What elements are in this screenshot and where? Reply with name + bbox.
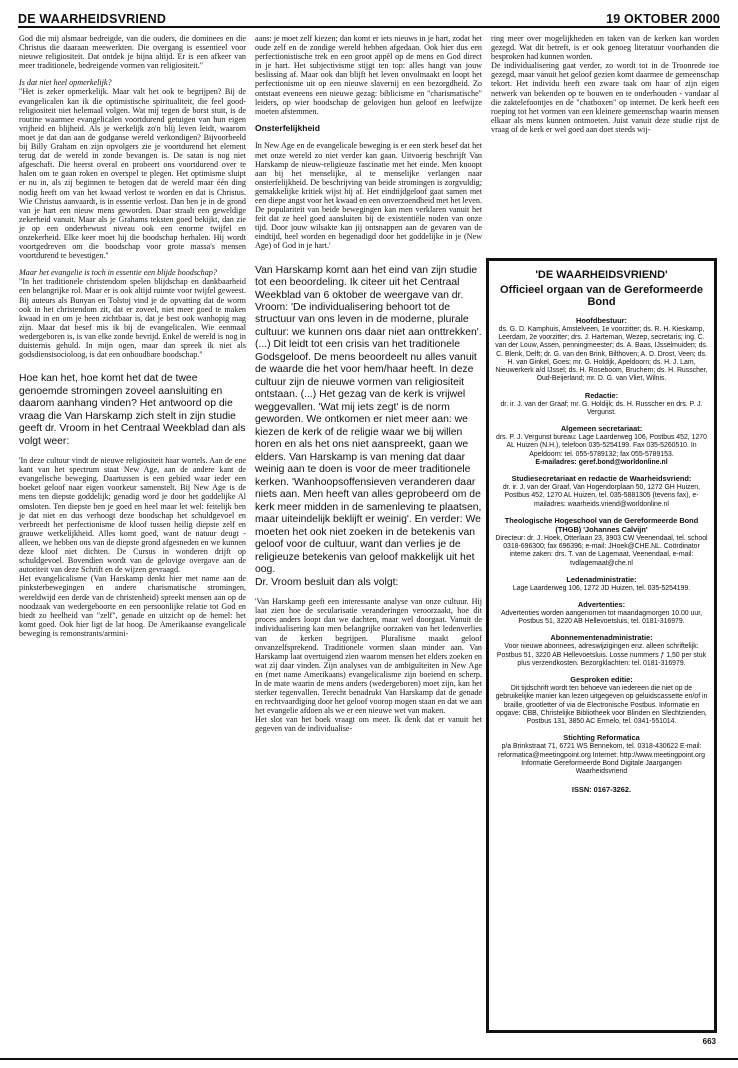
intro-paragraph: Hoe kan het, hoe komt het dat de twee genoemde stromingen zoveel aansluiting en daarom aanhang vinden? Het antwoord op die vraag die Van Harskamp zich stelt in zijn studie geeft dr. Vroom in het Centraal Weekblad dan als volgt weer: xyxy=(19,373,246,447)
issue-date: 19 OKTOBER 2000 xyxy=(606,12,720,26)
masthead-section xyxy=(495,517,708,568)
quote-paragraph: 'Van Harskamp geeft een interessante analyse van onze cultuur. Hij laat zien hoe de secularisatie veranderingen veroorzaakt, hoe dit proces anders loopt dan we dachten, maar wel doorgaat. Vanuit de individualisering kan men belangrijke oorzaken van het ledenverlies van de kerken begrijpen. Pluralisme maakt geloof onvanzelfsprekend. Traditionele vormen slaan minder aan. Van Harskamp laat overtuigend zien waarom mensen het elders zoeken en wat zij daar vinden. Zijn analyses van de ambiguïteiten in New Age en (met name Amerikaans) evangelicalisme zijn boeiend en scherp. In de mate waarin de mens anders (wedergeboren) moet zijn, kan het sterker tegenvallen. Terecht benadrukt Van Harskamp dat de genade en rechtvaardiging door het geloof voorop mogen staan en dat we aan het evangelie afdoen als we er een nieuwe wet van maken. xyxy=(255,597,482,716)
section-heading: Advertenties: xyxy=(577,599,626,609)
section-text: dr. ir. J. van der Graaf; mr. G. Holdijk; ds. H. Russcher en drs. P. J. Vergunst. xyxy=(500,400,703,416)
paragraph: "In het traditionele christendom spelen blijdschap en dankbaarheid een belangrijke rol. Maar er is ook altijd ruimte voor twijfel geweest. Bij auteurs als Bunyan en Tolstoj vind je de opvatting dat de worm ook in het christendom zit, dat er zoveel, niet meer goed te maken kwaad in en om je heen zichtbaar is, dat je best ook wanhopig mag zijn. Maar dat besef mis ik bij de evangelicalen. Wie eenmaal wedergeboren is, is van elke zonde bevrijd. Enkel de wereld is nog in duisternis gehuld. In mijn ogen, maar dan spreek ik niet als godsdienstsocioloog, is dat een onhoudbare boodschap." xyxy=(19,277,246,360)
section-heading: Algemeen secretariaat: xyxy=(560,424,643,434)
section-text: drs. P. J. Vergunst bureau: Lage Laarderweg 106, Postbus 452, 1270 AL Huizen (N.H.), telefoon 035-5254199. Fax 035-5260510. In Apeldoorn: tel. 055-5789132; fax 055-5789153. xyxy=(496,434,707,458)
section-text: Lage Laarderweg 106, 1272 JD Huizen, tel. 035-5254199. xyxy=(512,584,691,592)
paragraph: "Het is zeker opmerkelijk. Maar valt het ook te begrijpen? Bij de evangelicalen kan ik die optimistische spiritualiteit, die feel good-religiositeit niet helemaal volgen. Wat mij tegen de borst stuit, is de routine waarmee evangelicalen voortdurend getuigen van hun eigen vrijheid en blijheid. Als je werkelijk zo'n blij leven leidt, waarom moet je dat dan aan de godganse wereld verkondigen? Bijvoorbeeld bij Billy Graham en zijn opvolgers zie je voortdurend het element terug dat de wereld in zonde bevangen is. De satan is nog niet afgeschaft. Die heerst overal en probeert ons voortdurend over te halen om te gaan roken en overspel te plegen. Het optimisme sluipt er nu in, als zij beginnen te betogen dat de wereld maar één ding nodig heeft om van het kwaad verlost te worden en dat is Christus. Wie Christus aanvaardt, is in essentie verlost. Dan ben je in de grond van je hart een nieuw mens geworden. Daar straalt een geweldige zekerheid vanuit. Maar als je Grahams teksten goed bekijkt, dan zie je op een onderbewust niveau ook een enorme twijfel en onzekerheid. Elke keer moet hij die boodschap herhalen. Hij wordt voortgedreven om die boodschap voor grote massa's mensen voortdurend te bevestigen." xyxy=(19,87,246,261)
masthead-section xyxy=(495,601,708,626)
page-number: 663 xyxy=(702,1037,716,1046)
section-heading: Hoofdbestuur: xyxy=(576,315,627,325)
column-2 xyxy=(255,34,482,742)
column-3 xyxy=(491,34,719,142)
quote-paragraph: 'In deze cultuur vindt de nieuwe religiositeit haar wortels. Aan de ene kant van het spectrum staat New Age, aan de andere kant de evangelische beweging. Daartussen is een gebied waar ieder een boeket geloof naar eigen voorkeur samenstelt. Bij New Age is de mens ten diepste goddelijk; genadig word je door het goddelijke Al omsloten. Ten diepste ben je goed en heel maar let wel: feitelijk ben je dat niet en dus verhoogt deze boodschap het schuldgevoel en verbreedt het perfectionisme de kloof tussen heilig diepste zelf en grauwe werkelijkheid. Alles komt goed, want de natuur deugt - alleen, we hebben ons van de diepste grond afgesneden en we kunnen deze kloof niet dichten. De Cursus in wonderen drijft op schuldgevoel. Bovendien wordt van de gelovige overgave aan de autoriteit van deze Schrift en de wijzen gevraagd. xyxy=(19,456,246,575)
section-text: Advertenties worden aangenomen tot maandagmorgen 10.00 uur, Postbus 51, 3220 AB Hellevoetsluis, tel. 0181-316979. xyxy=(500,609,703,626)
section-heading: Ledenadministratie: xyxy=(566,574,637,584)
review-paragraph: Van Harskamp komt aan het eind van zijn studie tot een beoordeling. Ik citeer uit het Centraal Weekblad van 6 oktober de weergave van dr. Vroom: 'De individualisering behoort tot de structuur van ons leven in de moderne, plurale cultuur: we kunnen ons daar niet aan onttrekken'. (...) Dit leidt tot een crisis van het traditionele Godsgeloof. De mens beoordeelt nu alles vanuit de waarde die het voor hem/haar heeft. In deze cultuur zijn de nieuwe vormen van religiositeit ontstaan. (...) Het gezag van de kerk is vrijwel weggevallen. 'Wat mij iets zegt' is de norm geworden. We ontkomen er niet meer aan: we kiezen de kerk of de religie waar we bij willen horen en als het ons niet aanspreekt, gaan we elders. Van Harskamp is van mening dat daar weinig aan te doen is voor de meer traditionele kerken. 'Wanhoopsoffensieven veranderen daar niets aan. Men heeft van alles geprobeerd om de kerk meer midden in de samenleving te plaatsen, maar uiteindelijk beklijft er weinig'. En verder: We moeten het ook niet zoeken in de betekenis van geloof voor de cultuur, want dan verlies je de religieuze betekenis van geloof makkelijk uit het oog. xyxy=(255,264,482,576)
review-paragraph-tail: Dr. Vroom besluit dan als volgt: xyxy=(255,576,399,588)
paragraph: God die mij alsmaar bedreigde, van die ouders, die dominees en die Christus die daaraan meewerkten. Die overgang is essentieel voor nieuwe religiositeit. Dat ontdek je bijna altijd. Er is een afkeer van meer traditionele, bedreigende vormen van religiositeit." xyxy=(19,34,246,71)
masthead-box xyxy=(486,258,717,1033)
bottom-rule xyxy=(0,1058,738,1060)
publication-name: DE WAARHEIDSVRIEND xyxy=(18,12,167,26)
quote-paragraph: Het evangelicalisme (Van Harskamp denkt hier met name aan de pinksterbewegingen en andere charismatische stromingen, wereldwijd een derde van de christenheid) spreekt mensen aan op de noodzaak van wedergeboorte en een persoonlijke relatie tot God en biedt zo heelheid van "zelf", genade en uitzicht op de hemel: het komt goed. Ook hier ligt de lat hoog. De Amerikaanse evangelicale beweging is remonstrants/armini- xyxy=(19,574,246,638)
paragraph: aans: je moet zelf kiezen; dan komt er iets nieuws in je hart, zodat het oude zelf en de zondige wereld hebben afgedaan. Ook hier dus een perfectionistische trek en een groot appèl op de mens en God direct in je hart. Het subjectivisme stijgt ten top: alles hangt van jouw beslissing af. Maar ook dan blijft het leven onvolmaakt en loopt het perfectionisme uit op een nieuwe slavernij en een bezorgdheid. Zo ontstaat eveneens een nieuwe gezag: biblicisme en "charismatische" leiders, op wier boodschap de gelovigen hun geloof en leefwijze moeten afstemmen. xyxy=(255,34,482,116)
section-text: ds. G. D. Kamphuis, Amstelveen, 1e voorzitter; ds. R. H. Kieskamp, Leerdam, 2e voorzitter; drs. J. Harteman, Wezep, secretaris; ing. C. van der Louw, Assen, penningmeester; ds. A. Baas, IJsselmuiden; ds. C. Blenk, Delft; dr. G. van den Brink, Bilthoven; A. D. Drost, Veen; ds. H. van Ginkel, Goes; mr. G. Holdijk, Apeldoorn; ds. H. J. Lam, Nieuwerkerk a/d IJssel; ds. H. Roseboom, Bruchem; ds. H. Russcher, Oud-Beijerland; mr. D. G. van Vliet, Wilnis. xyxy=(495,325,708,383)
masthead-section xyxy=(495,392,708,417)
section-subheading: Onsterfelijkheid xyxy=(255,122,320,133)
issn: ISSN: 0167-3262. xyxy=(571,785,632,795)
quote-paragraph: Het slot van het boek vraagt om meer. Ik denk dat er vanuit het gegeven van de individualise- xyxy=(255,715,482,734)
section-heading: Theologische Hogeschool van de Gereformeerde Bond (THGB) 'Johannes Calvijn' xyxy=(504,515,699,534)
paragraph: ring meer over mogelijkheden en taken van de kerken kan worden gezegd. Wat dit betreft, is er ook genoeg literatuur voorhanden die besproken had kunnen worden. xyxy=(491,34,719,62)
column-1 xyxy=(19,34,246,646)
section-text: Dit tijdschrift wordt ten behoeve van iedereen die niet op de gebruikelijke manier kan lezen uitgegeven op geluidscassette en/of in braille, grootletter of via de Electronische Postbus. Informatie en opgave: CBB, Christelijke Bibliotheek voor Blinden en Slechtzienden, Postbus 131, 3850 AC Ermelo, tel. 0341-551014. xyxy=(495,684,708,726)
masthead-section xyxy=(495,576,708,593)
masthead-section xyxy=(495,475,708,509)
masthead-subtitle: Officieel orgaan van de Gereformeerde Bond xyxy=(500,283,703,309)
masthead-title: 'DE WAARHEIDSVRIEND' xyxy=(535,269,668,281)
paragraph: De individualisering gaat verder, zo wordt tot in de Troonrede toe gezegd, maar vanuit het geloof gezien komt daarmee de gemeenschap tekort. Het individu heeft een zware taak om haar of zijn eigen netwerk van bekenden op te bouwen en te onderhouden - vandaar al die zaktelefoontjes en de "chatboxen" op internet. De kerk heeft een roeping tot het vormen van een kleinere gemeenschap waarin mensen elkaar als mens kunnen ontmoeten. Juist vanuit deze studie rijst de vraag of de kerk er wel goed aan doet steeds wij- xyxy=(491,61,719,134)
paragraph: In New Age en de evangelicale beweging is er een sterk besef dat het met onze wereld zo niet verder kan gaan. Uitvoerig beschrijft Van Harskamp de nieuw-religieuze fascinatie met het einde. Men knoopt aan bij het menselijke, al te menselijke verlangen naar onsterfelijkheid. De beschrijving van beide stromingen is zorgvuldig; gemakkelijke kritiek wijst hij af. Het eindtijdgeloof gaat samen met een diepe angst voor het kwaad en een onverzoendheid met het leven. De populariteit van beide bewegingen kan men verklaren vanuit het feit dat ze heel goed aansluiten bij de existentiële noden van onze tijd. Door jouw wilsakte kan jij ontsnappen aan de gevaren van de eindtijd, heel worden en begenadigd door het goddelijke in je (New Age) of God in je hart.' xyxy=(255,141,482,251)
section-heading: Redactie: xyxy=(584,390,619,400)
section-heading: Abonnementenadministratie: xyxy=(550,633,653,643)
section-heading: Gesproken editie: xyxy=(570,675,633,685)
masthead-section xyxy=(495,634,708,668)
masthead-section xyxy=(495,676,708,726)
interview-question: Maar het evangelie is toch in essentie een blijde boodschap? xyxy=(19,268,217,278)
section-text: dr. ir. J. van der Graaf, Van Hogendorplaan 50, 1272 GH Huizen, Postbus 452, 1270 AL Huizen, tel. 035-5881305 (tevens fax), e-mailadres: waarheids.vriend@worldonline.nl xyxy=(502,484,701,508)
section-heading: Stichting Reformatica xyxy=(563,733,640,743)
masthead-section xyxy=(495,317,708,384)
masthead-section xyxy=(495,734,708,776)
section-heading: Studiesecretariaat en redactie de Waarheidsvriend: xyxy=(511,474,692,484)
email-address: E-mailadres: geref.bond@worldonline.nl xyxy=(535,458,668,466)
page-header xyxy=(18,8,720,28)
section-text: Voor nieuwe abonnees, adreswijzigingen enz. alleen schriftelijk: Postbus 51, 3220 AB Hellevoetsluis. Losse nummers ƒ 1,50 per stuk plus verzendkosten. Bezorgklachten: tel. 0181-316979. xyxy=(496,643,707,667)
interview-question: Is dat niet heel opmerkelijk? xyxy=(19,78,112,88)
section-text: Directeur: dr. J. Hoek, Otterlaan 23, 3903 CW Veenendaal, tel. school 0318-696300; fax 696396; e-mail: JHoek@CHE.NL. Coördinator interne zaken: drs. T. van de Lagemaat, Veenendaal, e-mail: tvdlagemaat@che.nl xyxy=(495,534,708,567)
masthead-section xyxy=(495,425,708,467)
section-text: p/a Brinkstraat 71, 6721 WS Bennekom, tel. 0318-430622 E-mail: reformatica@meetingpoint.org Internet: http://www.meetingpoint.org Informatie Gereformeerde Bond Digitale Jaargangen Waarheidsvriend xyxy=(498,743,705,776)
